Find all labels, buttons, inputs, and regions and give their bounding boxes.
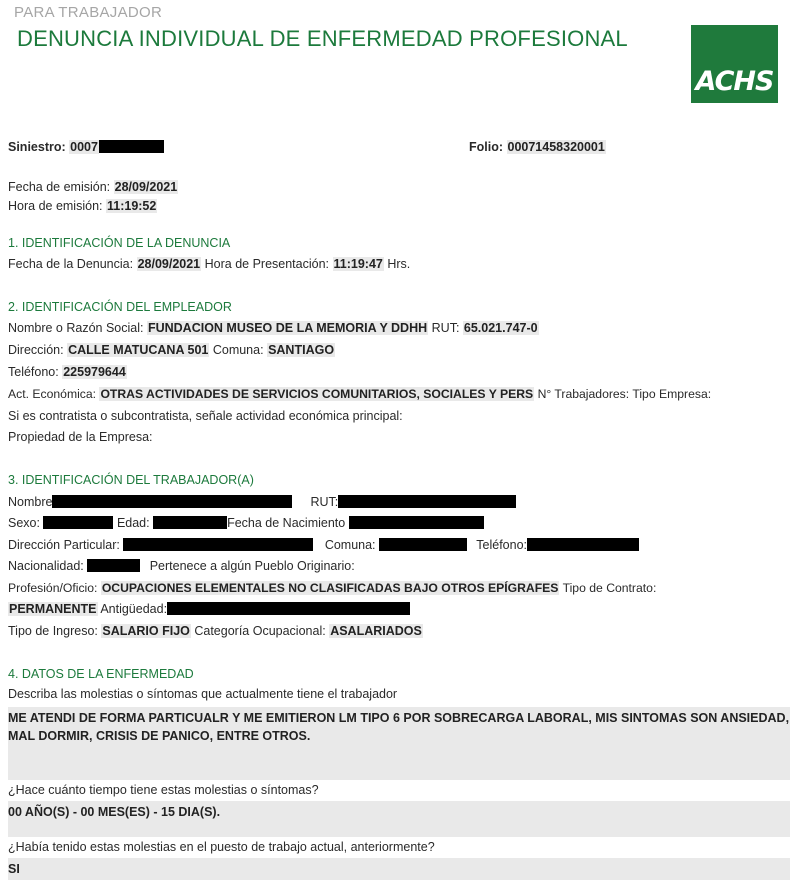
sexo-label: Sexo:	[8, 516, 40, 530]
categoria-label: Categoría Ocupacional:	[194, 624, 326, 638]
folio-value: 00071458320001	[507, 140, 605, 154]
form-subtitle: PARA TRABAJADOR	[14, 4, 163, 21]
nacionalidad-row	[8, 559, 355, 573]
hora-emision-row	[8, 199, 157, 213]
nacimiento-label: Fecha de Nacimiento	[227, 516, 346, 530]
edad-label: Edad:	[116, 516, 150, 530]
direccion-particular-row	[8, 538, 639, 552]
propiedad-label: Propiedad de la Empresa:	[8, 430, 153, 444]
siniestro-label: Siniestro:	[8, 140, 66, 154]
section-2-title: 2. IDENTIFICACIÓN DEL EMPLEADOR	[8, 300, 232, 314]
answer-sintomas-box	[8, 707, 790, 780]
trabajador-nombre-label: Nombre	[8, 495, 53, 509]
answer-sintomas: ME ATENDI DE FORMA PARTICUALR Y ME EMITIERON LM TIPO 6 POR SOBRECARGA LABORAL, MIS SINTOMAS SON ANSIEDAD, MAL DORMIR, CRISIS DE PANICO, ENTRE OTROS.	[8, 711, 790, 743]
redaction-bar	[167, 602, 410, 615]
razon-social-value: FUNDACION MUSEO DE LA MEMORIA Y DDHH	[147, 321, 428, 335]
empleador-comuna-value: SANTIAGO	[268, 343, 335, 357]
empleador-nombre-row	[8, 321, 539, 335]
direccion-particular-label: Dirección Particular:	[8, 538, 120, 552]
profesion-value: OCUPACIONES ELEMENTALES NO CLASIFICADAS BAJO OTROS EPÍGRAFES	[101, 581, 559, 595]
trabajador-telefono-label: Teléfono:	[476, 538, 528, 552]
contratista-label: Si es contratista o subcontratista, señale actividad económica principal:	[8, 409, 403, 423]
tipo-ingreso-label: Tipo de Ingreso:	[8, 624, 98, 638]
n-trabajadores-label: N° Trabajadores:	[537, 387, 630, 401]
redaction-bar	[87, 559, 140, 572]
sexo-edad-row	[8, 516, 484, 530]
empleador-telefono-label: Teléfono:	[8, 365, 59, 379]
empleador-comuna-label: Comuna:	[212, 343, 264, 357]
nacionalidad-label: Nacionalidad:	[8, 559, 84, 573]
tipo-contrato-value: PERMANENTE	[9, 602, 97, 616]
question-tiempo: ¿Hace cuánto tiempo tiene estas molestias o síntomas?	[8, 783, 319, 797]
section-3-title: 3. IDENTIFICACIÓN DEL TRABAJADOR(A)	[8, 473, 254, 487]
redaction-bar	[527, 538, 639, 551]
question-anteriormente: ¿Había tenido estas molestias en el puesto de trabajo actual, anteriormente?	[8, 840, 435, 854]
siniestro-value: 0007	[70, 140, 98, 154]
section-4-title: 4. DATOS DE LA ENFERMEDAD	[8, 667, 194, 681]
redaction-bar	[349, 516, 484, 529]
empleador-direccion-label: Dirección:	[8, 343, 64, 357]
section-1-title: 1. IDENTIFICACIÓN DE LA DENUNCIA	[8, 236, 231, 250]
empleador-rut-label: RUT:	[431, 321, 460, 335]
profesion-row	[8, 581, 656, 595]
act-economica-label: Act. Económica:	[8, 387, 97, 401]
hora-presentacion-value: 11:19:47	[333, 257, 383, 271]
hrs-label: Hrs.	[387, 257, 411, 271]
fecha-emision-value: 28/09/2021	[114, 180, 178, 194]
trabajador-nombre-row	[8, 495, 516, 509]
fecha-emision-row	[8, 180, 178, 194]
folio-label: Folio:	[469, 140, 504, 154]
hora-emision-label: Hora de emisión:	[8, 199, 103, 213]
trabajador-comuna-label: Comuna:	[324, 538, 376, 552]
denuncia-row	[8, 257, 410, 271]
actividad-row	[8, 387, 711, 401]
hora-presentacion-label: Hora de Presentación:	[204, 257, 330, 271]
redaction-bar	[379, 538, 467, 551]
empleador-telefono-value: 225979644	[63, 365, 126, 379]
redaction-bar	[43, 516, 113, 529]
act-economica-value: OTRAS ACTIVIDADES DE SERVICIOS COMUNITARIOS, SOCIALES Y PERS	[100, 387, 534, 401]
hora-emision-value: 11:19:52	[106, 199, 157, 213]
logo-text: ACHS	[695, 66, 774, 97]
antiguedad-label: Antigüedad:	[100, 602, 168, 616]
fecha-denuncia-label: Fecha de la Denuncia:	[8, 257, 134, 271]
answer-anteriormente-box	[8, 858, 790, 880]
empleador-rut-value: 65.021.747-0	[463, 321, 538, 335]
answer-tiempo-box	[8, 801, 790, 837]
folio-row	[469, 140, 606, 154]
fecha-denuncia-value: 28/09/2021	[137, 257, 201, 271]
trabajador-rut-label: RUT:	[310, 495, 339, 509]
empleador-direccion-row	[8, 343, 335, 357]
answer-tiempo: 00 AÑO(S) - 00 MES(ES) - 15 DIA(S).	[8, 805, 221, 819]
redaction-bar	[338, 495, 516, 508]
redaction-bar	[123, 538, 313, 551]
fecha-emision-label: Fecha de emisión:	[8, 180, 111, 194]
question-sintomas: Describa las molestias o síntomas que actualmente tiene el trabajador	[8, 687, 398, 701]
razon-social-label: Nombre o Razón Social:	[8, 321, 144, 335]
empleador-direccion-value: CALLE MATUCANA 501	[68, 343, 209, 357]
categoria-value: ASALARIADOS	[330, 624, 422, 638]
profesion-label: Profesión/Oficio:	[8, 581, 98, 595]
empleador-telefono-row	[8, 365, 127, 379]
contrato-antiguedad-row	[8, 602, 410, 616]
siniestro-row	[8, 140, 164, 154]
tipo-empresa-label: Tipo Empresa:	[632, 387, 712, 401]
redaction-bar	[52, 495, 292, 508]
pueblo-originario-label: Pertenece a algún Pueblo Originario:	[149, 559, 355, 573]
answer-anteriormente: SI	[8, 862, 20, 876]
achs-logo	[691, 25, 778, 103]
ingreso-row	[8, 624, 423, 638]
tipo-contrato-label: Tipo de Contrato:	[562, 581, 657, 595]
redaction-bar	[99, 140, 164, 153]
form-title: DENUNCIA INDIVIDUAL DE ENFERMEDAD PROFESIONAL	[17, 26, 628, 51]
redaction-bar	[153, 516, 227, 529]
tipo-ingreso-value: SALARIO FIJO	[102, 624, 190, 638]
